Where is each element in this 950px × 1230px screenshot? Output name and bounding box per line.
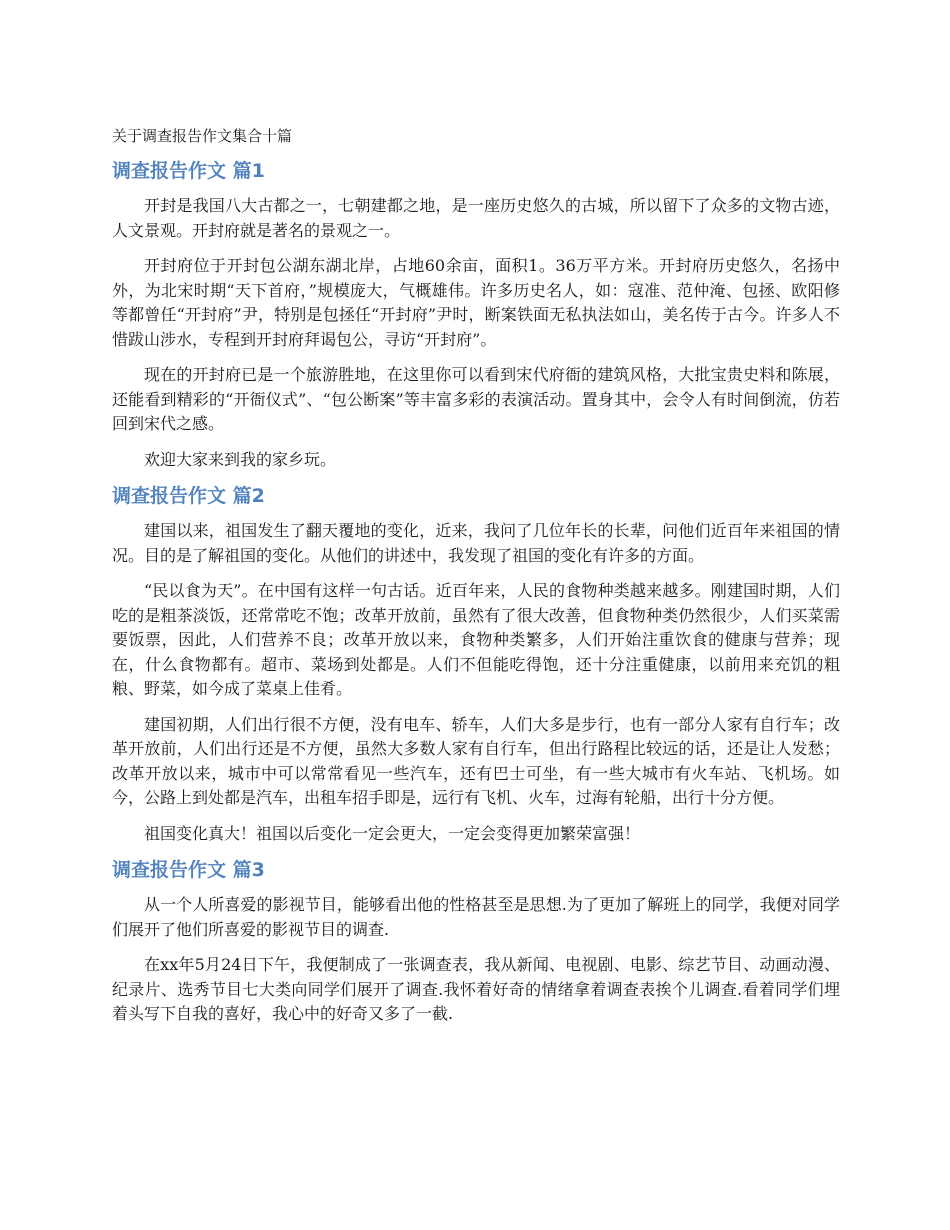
section-1: [112, 158, 840, 472]
paragraph: 欢迎大家来到我的家乡玩。: [144, 449, 337, 469]
section-heading: 调查报告作文 篇2: [112, 485, 265, 507]
section-2: [112, 483, 840, 846]
document-page: [112, 124, 840, 1038]
paragraph: 现在的开封府已是一个旅游胜地，在这里你可以看到宋代府衙的建筑风格，大批宝贵史料和陈展，还能看到精彩的“开衙仪式”、“包公断案”等丰富多彩的表演活动。置身其中，会令人有时间倒流，仿若回到宋代之感。: [112, 365, 840, 433]
paragraph: 祖国变化真大！祖国以后变化一定会更大，一定会变得更加繁荣富强！: [144, 823, 641, 843]
paragraph: 开封是我国八大古都之一，七朝建都之地，是一座历史悠久的古城，所以留下了众多的文物古迹，人文景观。开封府就是著名的景观之一。: [112, 196, 840, 240]
paragraph: 在xx年5月24日下午，我便制成了一张调查表，我从新闻、电视剧、电影、综艺节目、动画动漫、纪录片、选秀节目七大类向同学们展开了调查.我怀着好奇的情绪拿着调查表挨个儿调查.看着同学们埋着头写下自我的喜好，我心中的好奇又多了一截.: [112, 955, 840, 1023]
paragraph: “民以食为天”。在中国有这样一句古话。近百年来，人民的食物种类越来越多。刚建国时期，人们吃的是粗茶淡饭，还常常吃不饱；改革开放前，虽然有了很大改善，但食物种类仍然很少，人们买菜需要饭票，因此，人们营养不良；改革开放以来，食物种类繁多，人们开始注重饮食的健康与营养；现在，什么食物都有。超市、菜场到处都是。人们不但能吃得饱，还十分注重健康，以前用来充饥的粗粮、野菜，如今成了菜桌上佳肴。: [112, 581, 840, 698]
paragraph: 开封府位于开封包公湖东湖北岸，占地60余亩，面积1。36万平方米。开封府历史悠久，名扬中外，为北宋时期“天下首府，”规模庞大，气概雄伟。许多历史名人，如：寇准、范仲淹、包拯、欧阳修等都曾任“开封府”尹，特别是包拯任“开封府”尹时，断案铁面无私执法如山，美名传于古今。许多人不惜跋山涉水，专程到开封府拜谒包公，寻访“开封府”。: [112, 256, 840, 349]
document-title: 关于调查报告作文集合十篇: [112, 127, 293, 145]
paragraph: 建国初期，人们出行很不方便，没有电车、轿车，人们大多是步行，也有一部分人家有自行车；改革开放前，人们出行还是不方便，虽然大多数人家有自行车，但出行路程比较远的话，还是让人发愁；改革开放以来，城市中可以常常看见一些汽车，还有巴士可坐，有一些大城市有火车站、飞机场。如今，公路上到处都是汽车，出租车招手即是，远行有飞机、火车，过海有轮船，出行十分方便。: [112, 714, 840, 807]
section-3: [112, 857, 840, 1027]
section-heading: 调查报告作文 篇1: [112, 160, 265, 182]
paragraph: 建国以来，祖国发生了翻天覆地的变化，近来，我问了几位年长的长辈，问他们近百年来祖国的情况。目的是了解祖国的变化。从他们的讲述中，我发现了祖国的变化有许多的方面。: [112, 521, 840, 565]
paragraph: 从一个人所喜爱的影视节目，能够看出他的性格甚至是思想.为了更加了解班上的同学，我便对同学们展开了他们所喜爱的影视节目的调查.: [112, 895, 840, 939]
section-heading: 调查报告作文 篇3: [112, 859, 265, 881]
